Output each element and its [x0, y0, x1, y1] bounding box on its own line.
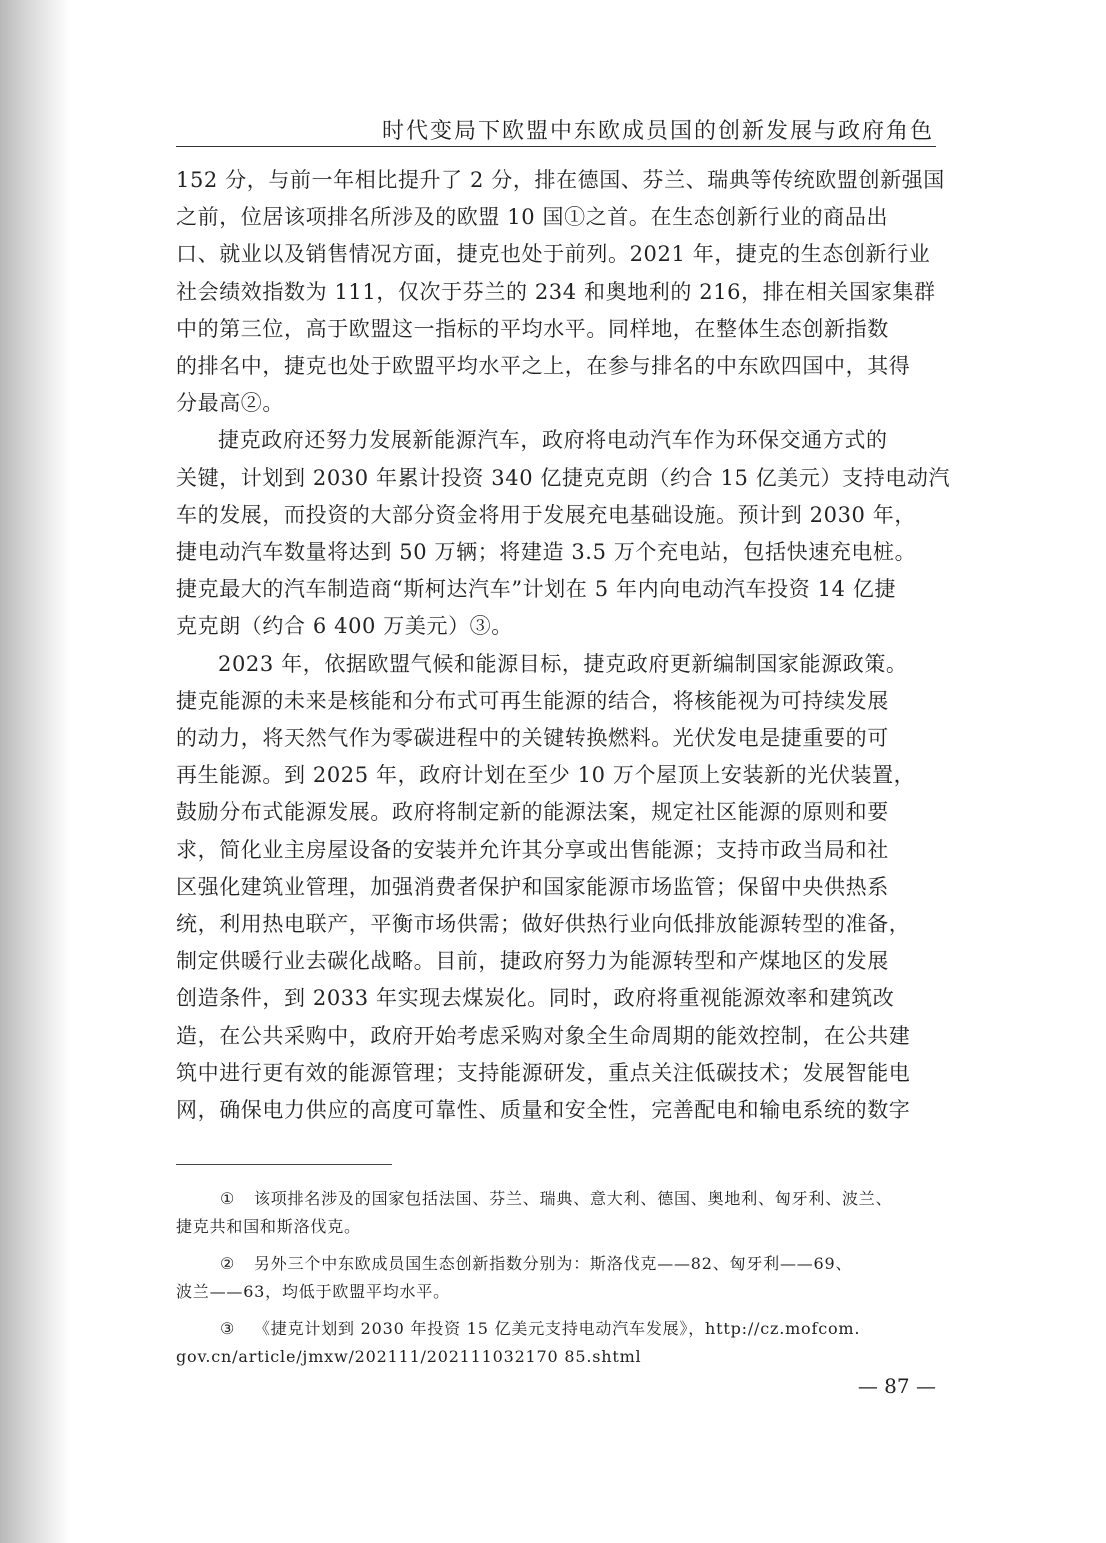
footnotes: [176, 1185, 936, 1380]
footnote-text: 捷克共和国和斯洛伐克。: [176, 1217, 361, 1236]
text-line: 152 分，与前一年相比提升了 2 分，排在德国、芬兰、瑞典等传统欧盟创新强国: [176, 168, 945, 192]
text-line: 制定供暖行业去碳化战略。目前，捷政府努力为能源转型和产煤地区的发展: [176, 949, 889, 974]
footnote-text: 另外三个中东欧成员国生态创新指数分别为：斯洛伐克——82、匈牙利——69、: [254, 1254, 853, 1273]
paragraph-3: [176, 646, 936, 1130]
paragraph-1: [176, 162, 945, 422]
text-line: 分最高②。: [176, 391, 284, 416]
text-line: 克克朗（约合 6 400 万美元）③。: [176, 614, 513, 639]
page-gutter-shadow: [0, 0, 70, 1543]
header-title: 时代变局下欧盟中东欧成员国的创新发展与政府角色: [381, 119, 934, 144]
footnote-text: gov.cn/article/jmxw/202111/202111032170 85.shtml: [176, 1347, 642, 1366]
text-line: 网，确保电力供应的高度可靠性、质量和安全性，完善配电和输电系统的数字: [176, 1098, 911, 1123]
text-line: 的排名中，捷克也处于欧盟平均水平之上，在参与排名的中东欧四国中，其得: [176, 354, 911, 379]
text-line: 捷克能源的未来是核能和分布式可再生能源的结合，将核能视为可持续发展: [176, 688, 889, 713]
text-line: 社会绩效指数为 111，仅次于芬兰的 234 和奥地利的 216，排在相关国家集群: [176, 279, 936, 304]
footnote-mark: ③: [220, 1319, 236, 1338]
text-line: 车的发展，而投资的大部分资金将用于发展充电基础设施。预计到 2030 年，: [176, 502, 916, 527]
footnote-text: 该项排名涉及的国家包括法国、芬兰、瑞典、意大利、德国、奥地利、匈牙利、波兰、: [254, 1189, 893, 1208]
text-line: 造，在公共采购中，政府开始考虑采购对象全生命周期的能效控制，在公共建: [176, 1023, 911, 1048]
text-line: 再生能源。到 2025 年，政府计划在至少 10 万个屋顶上安装新的光伏装置，: [176, 763, 916, 788]
text-line: 捷克最大的汽车制造商“斯柯达汽车”计划在 5 年内向电动汽车投资 14 亿捷: [176, 577, 897, 602]
text-line: 筑中进行更有效的能源管理；支持能源研发，重点关注低碳技术；发展智能电: [176, 1060, 911, 1085]
running-header: [176, 112, 936, 147]
text-line: 捷克政府还努力发展新能源汽车，政府将电动汽车作为环保交通方式的: [218, 428, 888, 453]
footnote-3: [176, 1315, 936, 1371]
text-line: 求，简化业主房屋设备的安装并允许其分享或出售能源；支持市政当局和社: [176, 837, 889, 862]
text-line: 创造条件，到 2033 年实现去煤炭化。同时，政府将重视能源效率和建筑改: [176, 986, 895, 1011]
footnote-text: 波兰——63，均低于欧盟平均水平。: [176, 1282, 450, 1301]
body-text: [176, 162, 951, 1129]
footnote-divider: [176, 1164, 392, 1165]
text-line: 中的第三位，高于欧盟这一指标的平均水平。同样地，在整体生态创新指数: [176, 316, 889, 341]
paragraph-2: [176, 422, 951, 645]
footnote-2: [176, 1250, 936, 1306]
text-line: 的动力，将天然气作为零碳进程中的关键转换燃料。光伏发电是捷重要的可: [176, 726, 889, 751]
footnote-text: 《捷克计划到 2030 年投资 15 亿美元支持电动汽车发展》，http://cz.mofcom.: [254, 1319, 861, 1338]
text-line: 鼓励分布式能源发展。政府将制定新的能源法案，规定社区能源的原则和要: [176, 800, 889, 825]
text-line: 捷电动汽车数量将达到 50 万辆；将建造 3.5 万个充电站，包括快速充电桩。: [176, 540, 917, 565]
text-line: 之前，位居该项排名所涉及的欧盟 10 国①之首。在生态创新行业的商品出: [176, 205, 889, 230]
footnote-mark: ②: [220, 1254, 236, 1273]
footnote-mark: ①: [220, 1189, 236, 1208]
text-line: 统，利用热电联产，平衡市场供需；做好供热行业向低排放能源转型的准备，: [176, 912, 911, 937]
footnote-1: [176, 1185, 936, 1241]
text-line: 口、就业以及销售情况方面，捷克也处于前列。2021 年，捷克的生态创新行业: [176, 242, 931, 267]
text-line: 关键，计划到 2030 年累计投资 340 亿捷克克朗（约合 15 亿美元）支持电动汽: [176, 465, 951, 490]
text-line: 2023 年，依据欧盟气候和能源目标，捷克政府更新编制国家能源政策。: [218, 651, 908, 676]
text-line: 区强化建筑业管理，加强消费者保护和国家能源市场监管；保留中央供热系: [176, 874, 889, 899]
page-number: — 87 —: [857, 1374, 936, 1398]
